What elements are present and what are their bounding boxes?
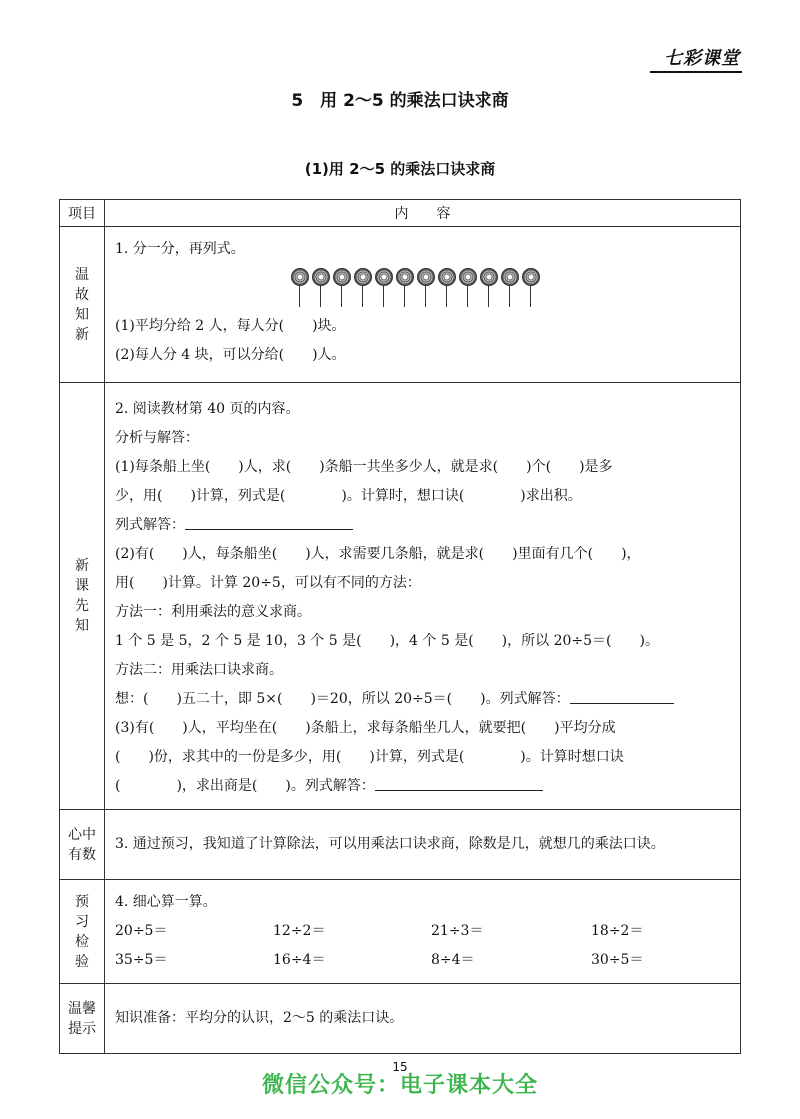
lollipop-icon xyxy=(396,268,413,308)
lollipop-icon xyxy=(375,268,392,308)
lollipop-icon xyxy=(333,268,350,308)
preview-line-7: 1 个 5 是 5，2 个 5 是 10，3 个 5 是( )，4 个 5 是( )，所以 20÷5＝( )。 xyxy=(115,633,659,649)
label-tip: 温馨提示 xyxy=(60,984,105,1054)
preview-line-5: 用( )计算。计算 20÷5，可以有不同的方法： xyxy=(115,575,421,591)
tip-cell xyxy=(105,984,741,1054)
preview-line-11: ( )份，求其中的一份是多少，用( )计算，列式是( )。计算时想口诀 xyxy=(115,749,624,765)
problem-item[interactable]: 35÷5＝ xyxy=(115,952,168,968)
preview-line-12: ( )，求出商是( )。列式解答： xyxy=(115,778,375,794)
answer-line-2[interactable] xyxy=(570,687,674,704)
header-content: 内 容 xyxy=(105,200,741,227)
label-mind: 心中有数 xyxy=(60,810,105,880)
lollipop-icon xyxy=(522,268,539,308)
check-cell xyxy=(105,880,741,984)
method-one-heading: 方法一：利用乘法的意义求商。 xyxy=(115,604,311,620)
question-4: 4. 细心算一算。 xyxy=(115,894,217,910)
answer-line-3[interactable] xyxy=(375,774,543,791)
problem-item[interactable]: 18÷2＝ xyxy=(591,923,644,939)
review-line-1: (1)平均分给 2 人，每人分( )块。 xyxy=(115,318,346,334)
lollipop-icon xyxy=(417,268,434,308)
lollipop-icon xyxy=(354,268,371,308)
lollipop-icon xyxy=(501,268,518,308)
lollipops-illustration xyxy=(291,268,728,308)
brand-logo: 七彩课堂 xyxy=(650,44,742,73)
preview-line-9: 想：( )五二十，即 5×( )＝20，所以 20÷5＝( )。列式解答： xyxy=(115,691,570,707)
mind-cell xyxy=(105,810,741,880)
problem-item[interactable]: 20÷5＝ xyxy=(115,923,168,939)
lollipop-icon xyxy=(438,268,455,308)
problem-grid xyxy=(115,917,728,975)
problem-item[interactable]: 21÷3＝ xyxy=(431,923,484,939)
label-check: 预习检验 xyxy=(60,880,105,984)
answer-line-1[interactable] xyxy=(185,513,353,530)
page-title: 5 用 2～5 的乘法口诀求商 xyxy=(291,91,509,111)
review-line-2: (2)每人分 4 块，可以分给( )人。 xyxy=(115,347,346,363)
question-3: 3. 通过预习，我知道了计算除法，可以用乘法口诀求商，除数是几，就想几的乘法口诀。 xyxy=(115,836,665,852)
analysis-heading: 分析与解答： xyxy=(115,430,199,446)
preview-line-10: (3)有( )人，平均坐在( )条船上，求每条船坐几人，就要把( )平均分成 xyxy=(115,720,616,736)
question-1: 1. 分一分，再列式。 xyxy=(115,241,245,257)
problem-item[interactable]: 12÷2＝ xyxy=(273,923,326,939)
preview-line-1: (1)每条船上坐( )人，求( )条船一共坐多少人，就是求( )个( )是多 xyxy=(115,459,613,475)
preview-cell xyxy=(105,383,741,810)
tip-text: 知识准备：平均分的认识，2～5 的乘法口诀。 xyxy=(115,1010,404,1026)
lollipop-icon xyxy=(312,268,329,308)
lollipop-icon xyxy=(291,268,308,308)
lollipop-icon xyxy=(480,268,497,308)
preview-line-4: (2)有( )人，每条船坐( )人，求需要几条船，就是求( )里面有几个( )， xyxy=(115,546,641,562)
worksheet-table xyxy=(59,199,741,1054)
header-project: 项目 xyxy=(60,200,105,227)
lollipop-icon xyxy=(459,268,476,308)
section-subtitle: (1)用 2～5 的乘法口诀求商 xyxy=(304,160,496,178)
problem-item[interactable]: 16÷4＝ xyxy=(273,952,326,968)
review-cell xyxy=(105,227,741,383)
problem-item[interactable]: 8÷4＝ xyxy=(431,952,475,968)
page-number: 15 xyxy=(392,1060,408,1074)
label-preview: 新课先知 xyxy=(60,383,105,810)
label-review: 温故知新 xyxy=(60,227,105,383)
problem-item[interactable]: 30÷5＝ xyxy=(591,952,644,968)
footer-watermark: 微信公众号：电子课本大全 xyxy=(261,1073,538,1098)
method-two-heading: 方法二：用乘法口诀求商。 xyxy=(115,662,283,678)
question-2: 2. 阅读教材第 40 页的内容。 xyxy=(115,401,300,417)
answer-label-1: 列式解答： xyxy=(115,517,185,533)
preview-line-2: 少，用( )计算，列式是( )。计算时，想口诀( )求出积。 xyxy=(115,488,582,504)
